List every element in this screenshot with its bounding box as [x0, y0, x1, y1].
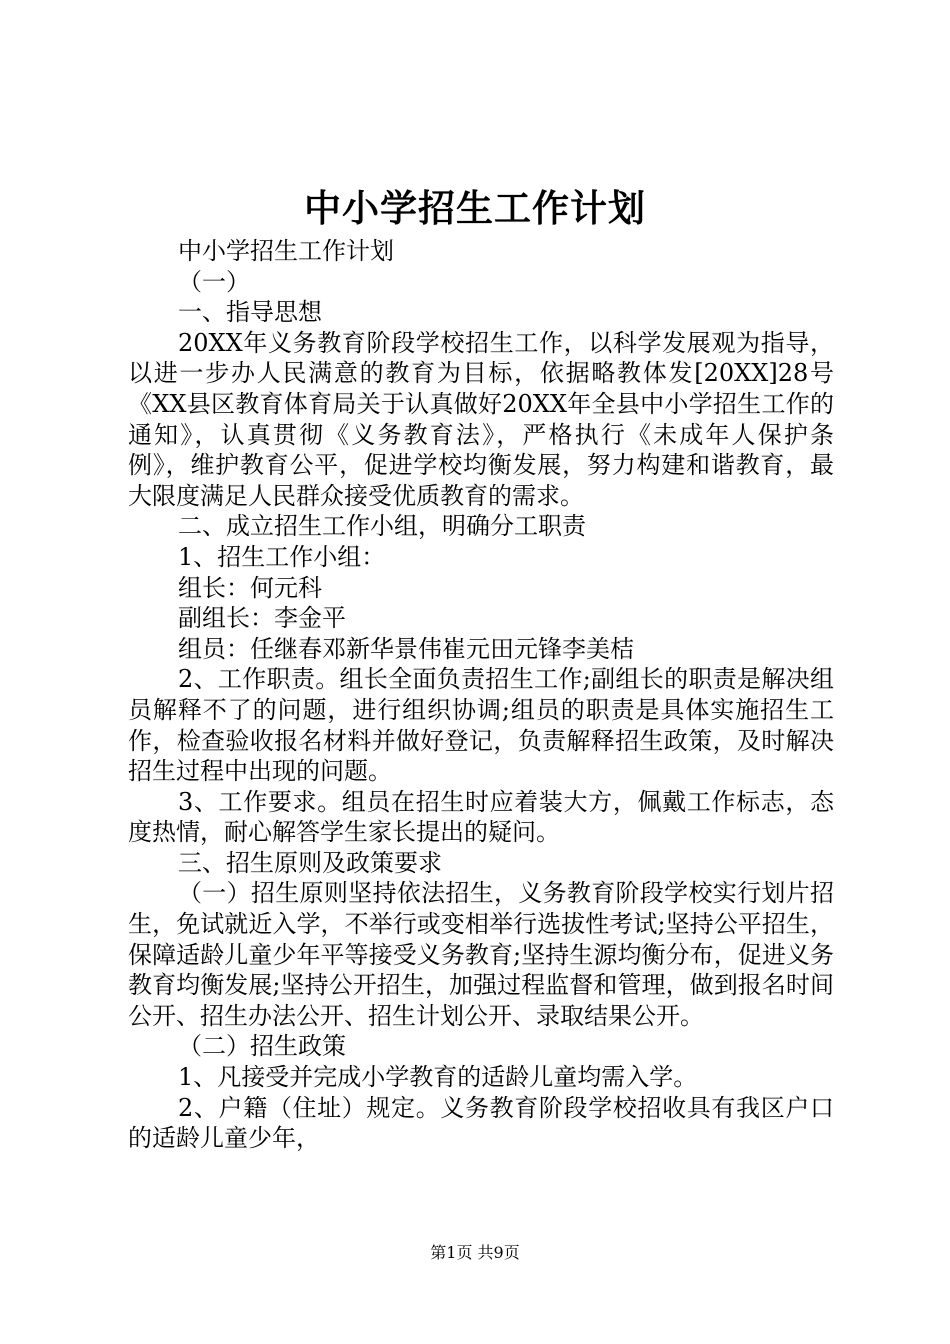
- paragraph-group-members: 组员：任继春邓新华景伟崔元田元锋李美桔: [178, 634, 634, 663]
- section-heading-guiding-ideology: 一、指导思想: [178, 298, 322, 327]
- subheading-enrollment-policy: （二）招生政策: [178, 1032, 346, 1061]
- paragraph-work-duties: 2、工作职责。组长全面负责招生工作;副组长的职责是解决组员解释不了的问题，进行组织协调;组员的职责是具体实施招生工作，检查验收报名材料并做好登记，负责解释招生政策，及时解决招生过程中出现的问题。: [128, 665, 834, 786]
- paragraph-work-requirements: 3、工作要求。组员在招生时应着装大方，佩戴工作标志，态度热情，耐心解答学生家长提出的疑问。: [128, 787, 834, 847]
- document-body: [128, 236, 834, 1154]
- paragraph-part-label: （一）: [178, 267, 250, 296]
- subheading-work-group: 1、招生工作小组：: [178, 542, 386, 571]
- paragraph-subtitle: 中小学招生工作计划: [178, 237, 394, 265]
- paragraph-policy-item-1: 1、凡接受并完成小学教育的适龄儿童均需入学。: [178, 1063, 698, 1092]
- paragraph-enrollment-principles: （一）招生原则坚持依法招生，义务教育阶段学校实行划片招生，免试就近入学，不举行或变相举行选拔性考试;坚持公平招生，保障适龄儿童少年平等接受义务教育;坚持生源均衡分布，促进义务教育均衡发展;坚持公开招生，加强过程监督和管理，做到报名时间公开、招生办法公开、招生计划公开、录取结果公开。: [128, 879, 834, 1030]
- paragraph-guiding-ideology: 20XX年义务教育阶段学校招生工作，以科学发展观为指导，以进一步办人民满意的教育为目标，依据略教体发[20XX]28号《XX县区教育体育局关于认真做好20XX年全县中小学招生工作的通知》，认真贯彻《义务教育法》，严格执行《未成年人保护条例》，维护教育公平，促进学校均衡发展，努力构建和谐教育，最大限度满足人民群众接受优质教育的需求。: [128, 328, 834, 510]
- paragraph-policy-item-2: 2、户籍（住址）规定。义务教育阶段学校招收具有我区户口的适龄儿童少年，: [128, 1093, 834, 1153]
- paragraph-group-leader: 组长：何元科: [178, 573, 322, 602]
- paragraph-deputy-leader: 副组长：李金平: [178, 604, 346, 633]
- document-title: 中小学招生工作计划: [304, 186, 646, 230]
- page-footer: 第1页 共9页: [430, 1243, 520, 1262]
- section-heading-work-group: 二、成立招生工作小组，明确分工职责: [178, 512, 586, 541]
- section-heading-principles: 三、招生原则及政策要求: [178, 848, 442, 877]
